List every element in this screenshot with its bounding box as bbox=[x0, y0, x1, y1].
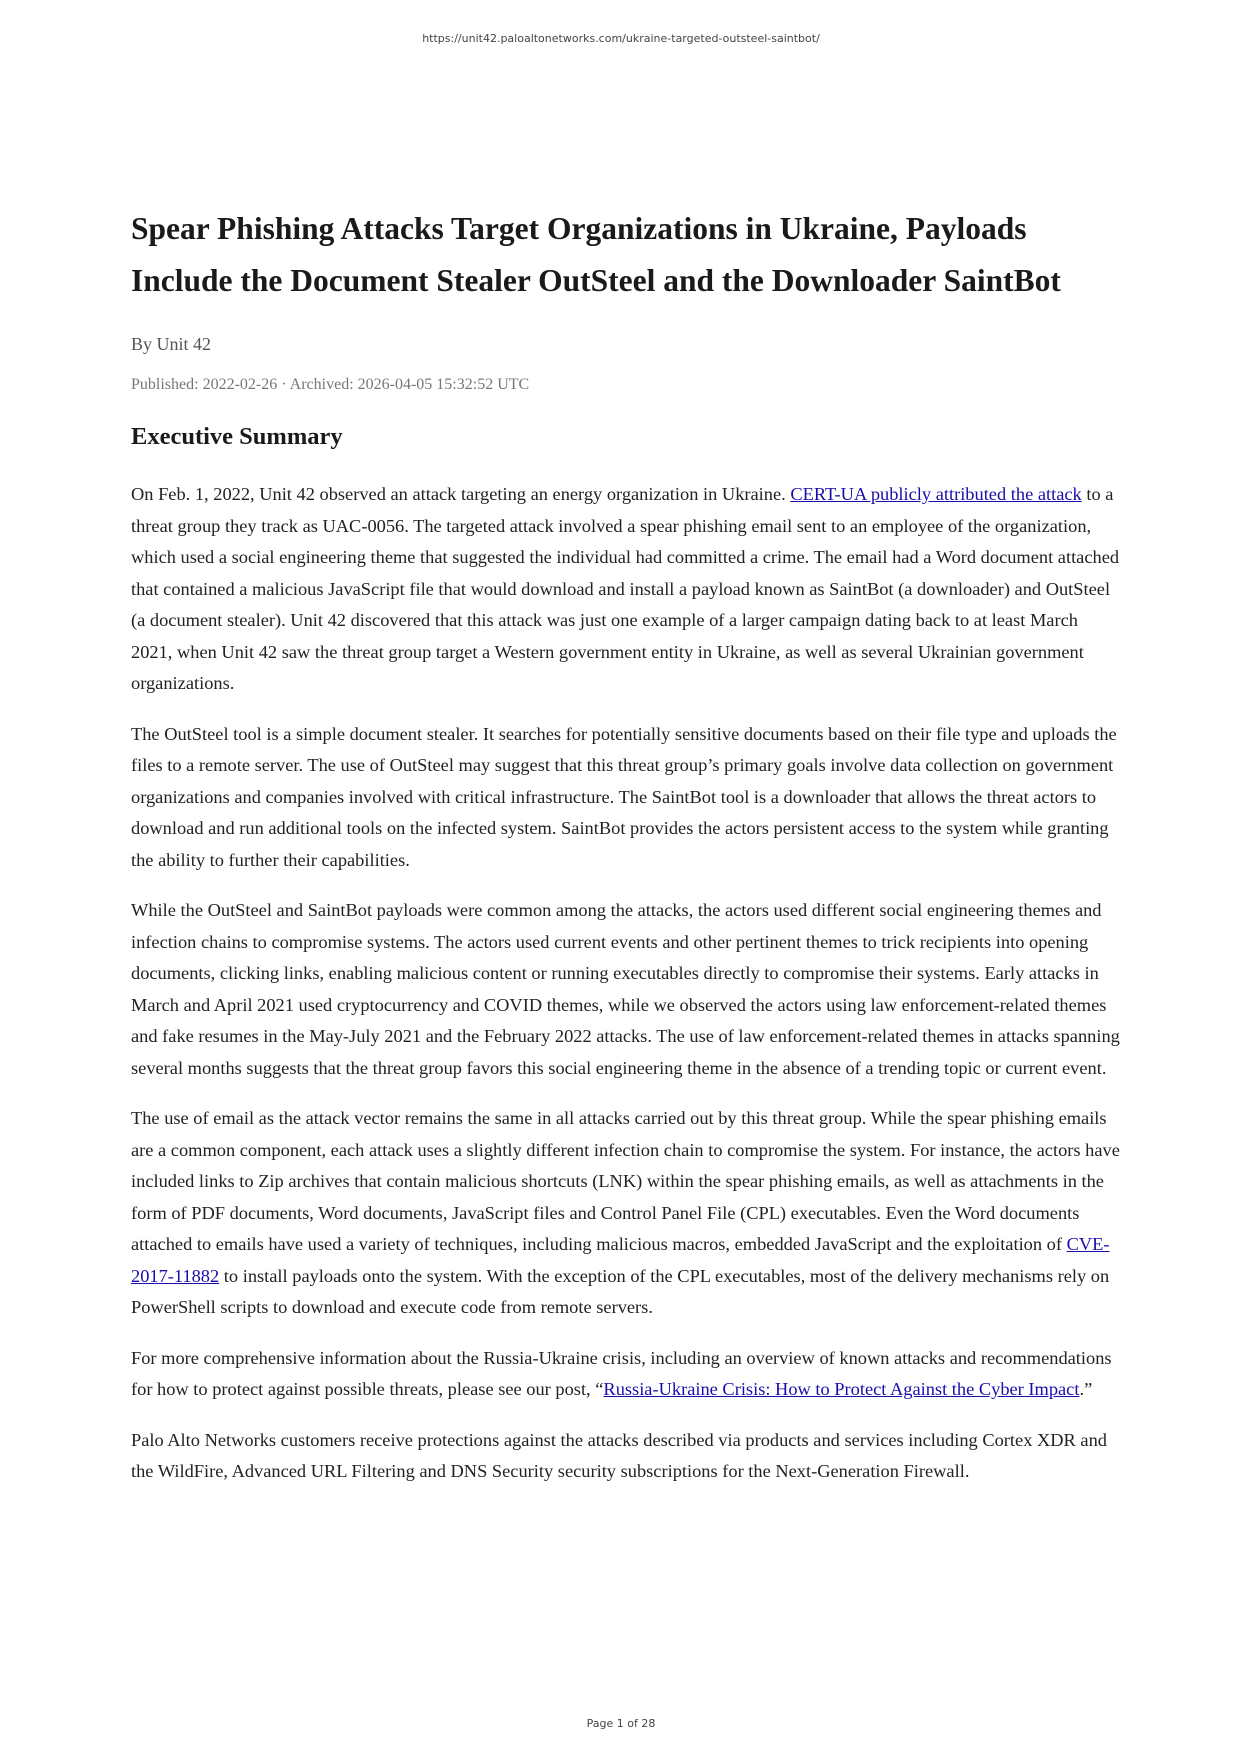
paragraph-text: The use of email as the attack vector remains the same in all attacks carried out by this threat group. While the spear phishing emails are a common component, each attack uses a slightly different infection chain to compromise the system. For instance, the actors have included links to Zip archives that contain malicious shortcuts (LNK) within the spear phishing emails, as well as attachments in the form of PDF documents, Word documents, JavaScript files and Control Panel File (CPL) executables. Even the Word documents attached to emails have used a variety of techniques, including malicious macros, embedded JavaScript and the exploitation of bbox=[131, 1108, 1120, 1254]
article-title: Spear Phishing Attacks Target Organizations in Ukraine, Payloads Include the Document Stealer OutSteel and the Downloader SaintBot bbox=[131, 211, 1061, 298]
article-byline: By Unit 42 bbox=[131, 334, 212, 354]
paragraph-2: The OutSteel tool is a simple document stealer. It searches for potentially sensitive documents based on their file type and uploads the files to a remote server. The use of OutSteel may suggest that this threat group’s primary goals involve data collection on government organizations and companies involved with critical infrastructure. The SaintBot tool is a downloader that allows the threat actors to download and run additional tools on the infected system. SaintBot provides the actors persistent access to the system while granting the ability to further their capabilities. bbox=[131, 723, 1117, 870]
paragraph-text: .” bbox=[1079, 1379, 1093, 1399]
section-heading: Executive Summary bbox=[131, 423, 343, 450]
paragraph-6: Palo Alto Networks customers receive protections against the attacks described via products and services including Cortex XDR and the WildFire, Advanced URL Filtering and DNS Security security subscriptions for the Next-Generation Firewall. bbox=[131, 1429, 1107, 1481]
paragraph-text: On Feb. 1, 2022, Unit 42 observed an attack targeting an energy organization in Ukraine. bbox=[131, 484, 791, 504]
cert-ua-attribution-link[interactable]: CERT-UA publicly attributed the attack bbox=[790, 484, 1082, 504]
paragraph-5 bbox=[131, 1343, 1121, 1406]
paragraph-text: to a threat group they track as UAC-0056. The targeted attack involved a spear phishing email sent to an employee of the organization, which used a social engineering theme that suggested the individual had committed a crime. The email had a Word document attached that contained a malicious JavaScript file that would download and install a payload known as SaintBot (a downloader) and OutSteel (a document stealer). Unit 42 discovered that this attack was just one example of a larger campaign dating back to at least March 2021, when Unit 42 saw the threat group target a Western government entity in Ukraine, as well as several Ukrainian government organizations. bbox=[131, 484, 1120, 693]
paragraph-3: While the OutSteel and SaintBot payloads were common among the attacks, the actors used different social engineering themes and infection chains to compromise systems. The actors used current events and other pertinent themes to trick recipients into opening documents, clicking links, enabling malicious content or running executables directly to compromise their systems. Early attacks in March and April 2021 used cryptocurrency and COVID themes, while we observed the actors using law enforcement-related themes and fake resumes in the May-July 2021 and the February 2022 attacks. The use of law enforcement-related themes in attacks spanning several months suggests that the threat group favors this social engineering theme in the absence of a trending topic or current event. bbox=[131, 900, 1120, 1078]
paragraph-4 bbox=[131, 1103, 1121, 1324]
page-url: https://unit42.paloaltonetworks.com/ukraine-targeted-outsteel-saintbot/ bbox=[422, 32, 820, 45]
cve-link[interactable]: CVE-2017-11882 bbox=[131, 1234, 1110, 1286]
article bbox=[131, 203, 1121, 1488]
russia-ukraine-crisis-link[interactable]: Russia-Ukraine Crisis: How to Protect Against the Cyber Impact bbox=[603, 1379, 1080, 1399]
paragraph-text: to install payloads onto the system. With the exception of the CPL executables, most of the delivery mechanisms rely on PowerShell scripts to download and execute code from remote servers. bbox=[131, 1265, 1110, 1317]
paragraph-text: For more comprehensive information about the Russia-Ukraine crisis, including an overview of known attacks and recommendations for how to protect against possible threats, please see our post, “ bbox=[131, 1347, 1112, 1399]
article-meta: Published: 2022-02-26 · Archived: 2026-04-05 15:32:52 UTC bbox=[131, 376, 530, 393]
page-number: Page 1 of 28 bbox=[586, 1717, 656, 1730]
paragraph-1 bbox=[131, 479, 1121, 700]
